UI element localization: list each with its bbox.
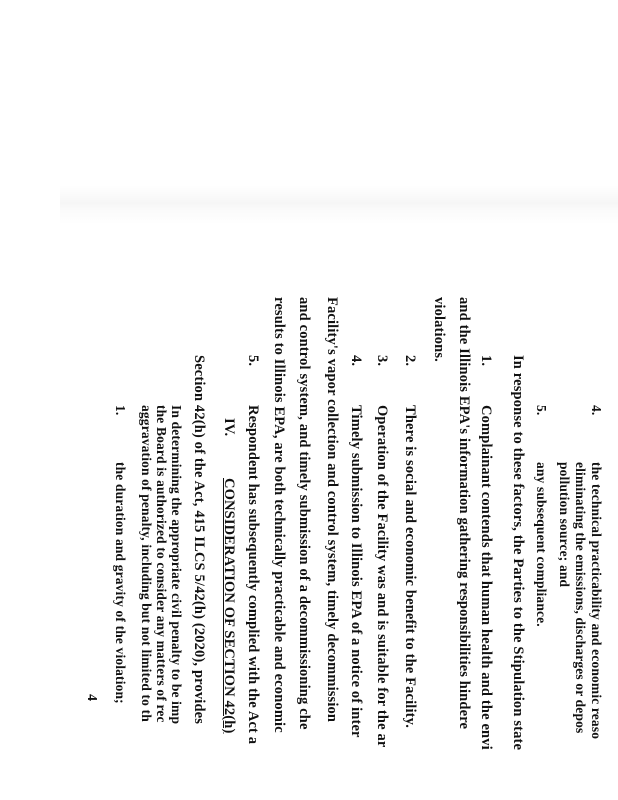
paragraph-text: There is social and economic benefit to the Facility. bbox=[402, 405, 418, 729]
list-item-text: the duration and gravity of the violation; bbox=[113, 462, 128, 704]
list-item-text: eliminating the emissions, discharges or depos bbox=[573, 462, 588, 734]
list-item-text: the technical practicability and economic reaso bbox=[589, 462, 604, 740]
page-number: 4 bbox=[84, 694, 99, 701]
list-number: 5. bbox=[245, 355, 261, 367]
paragraph-text: Facility's vapor collection and control system, timely decommission bbox=[324, 297, 340, 723]
scan-smudge bbox=[60, 185, 618, 225]
list-number: 1. bbox=[113, 405, 128, 416]
list-number: 2. bbox=[402, 355, 418, 367]
paragraph-text: and control system, and timely submission of a decommissioning che bbox=[296, 297, 312, 730]
list-number: 4. bbox=[348, 355, 364, 367]
section-number: IV. bbox=[221, 418, 237, 437]
list-item-text: pollution source; and bbox=[557, 462, 572, 588]
list-item-text: any subsequent compliance. bbox=[534, 462, 549, 627]
quote-text: aggravation of penalty, including but not limited to th bbox=[139, 405, 154, 722]
paragraph-text: Respondent has subsequently complied with the Act a bbox=[245, 405, 261, 745]
paragraph-text: Section 42(h) of the Act, 415 ILCS 5/42(h) (2020), provides bbox=[191, 355, 207, 725]
section-heading: CONSIDERATION OF SECTION 42(h) bbox=[221, 478, 237, 734]
paragraph-text: results to Illinois EPA, are both technically practicable and economic bbox=[271, 297, 287, 733]
paragraph-text: violations. bbox=[431, 297, 447, 362]
paragraph-text: In response to these factors, the Parties to the Stipulation state bbox=[510, 355, 526, 751]
paragraph-text: and the Illinois EPA's information gathering responsibilities hindere bbox=[456, 297, 472, 730]
quote-text: the Board is authorized to consider any matters of rec bbox=[154, 405, 169, 723]
list-number: 5. bbox=[534, 405, 549, 416]
paragraph-text: Operation of the Facility was and is suitable for the ar bbox=[374, 405, 390, 748]
list-number: 1. bbox=[478, 355, 494, 367]
quote-text: In determining the appropriate civil penalty to be imp bbox=[169, 405, 184, 725]
list-number: 3. bbox=[374, 355, 390, 367]
list-number: 4. bbox=[589, 405, 604, 416]
paragraph-text: Timely submission to Illinois EPA of a notice of inter bbox=[348, 405, 364, 738]
paragraph-text: Complainant contends that human health and the envi bbox=[478, 405, 494, 750]
